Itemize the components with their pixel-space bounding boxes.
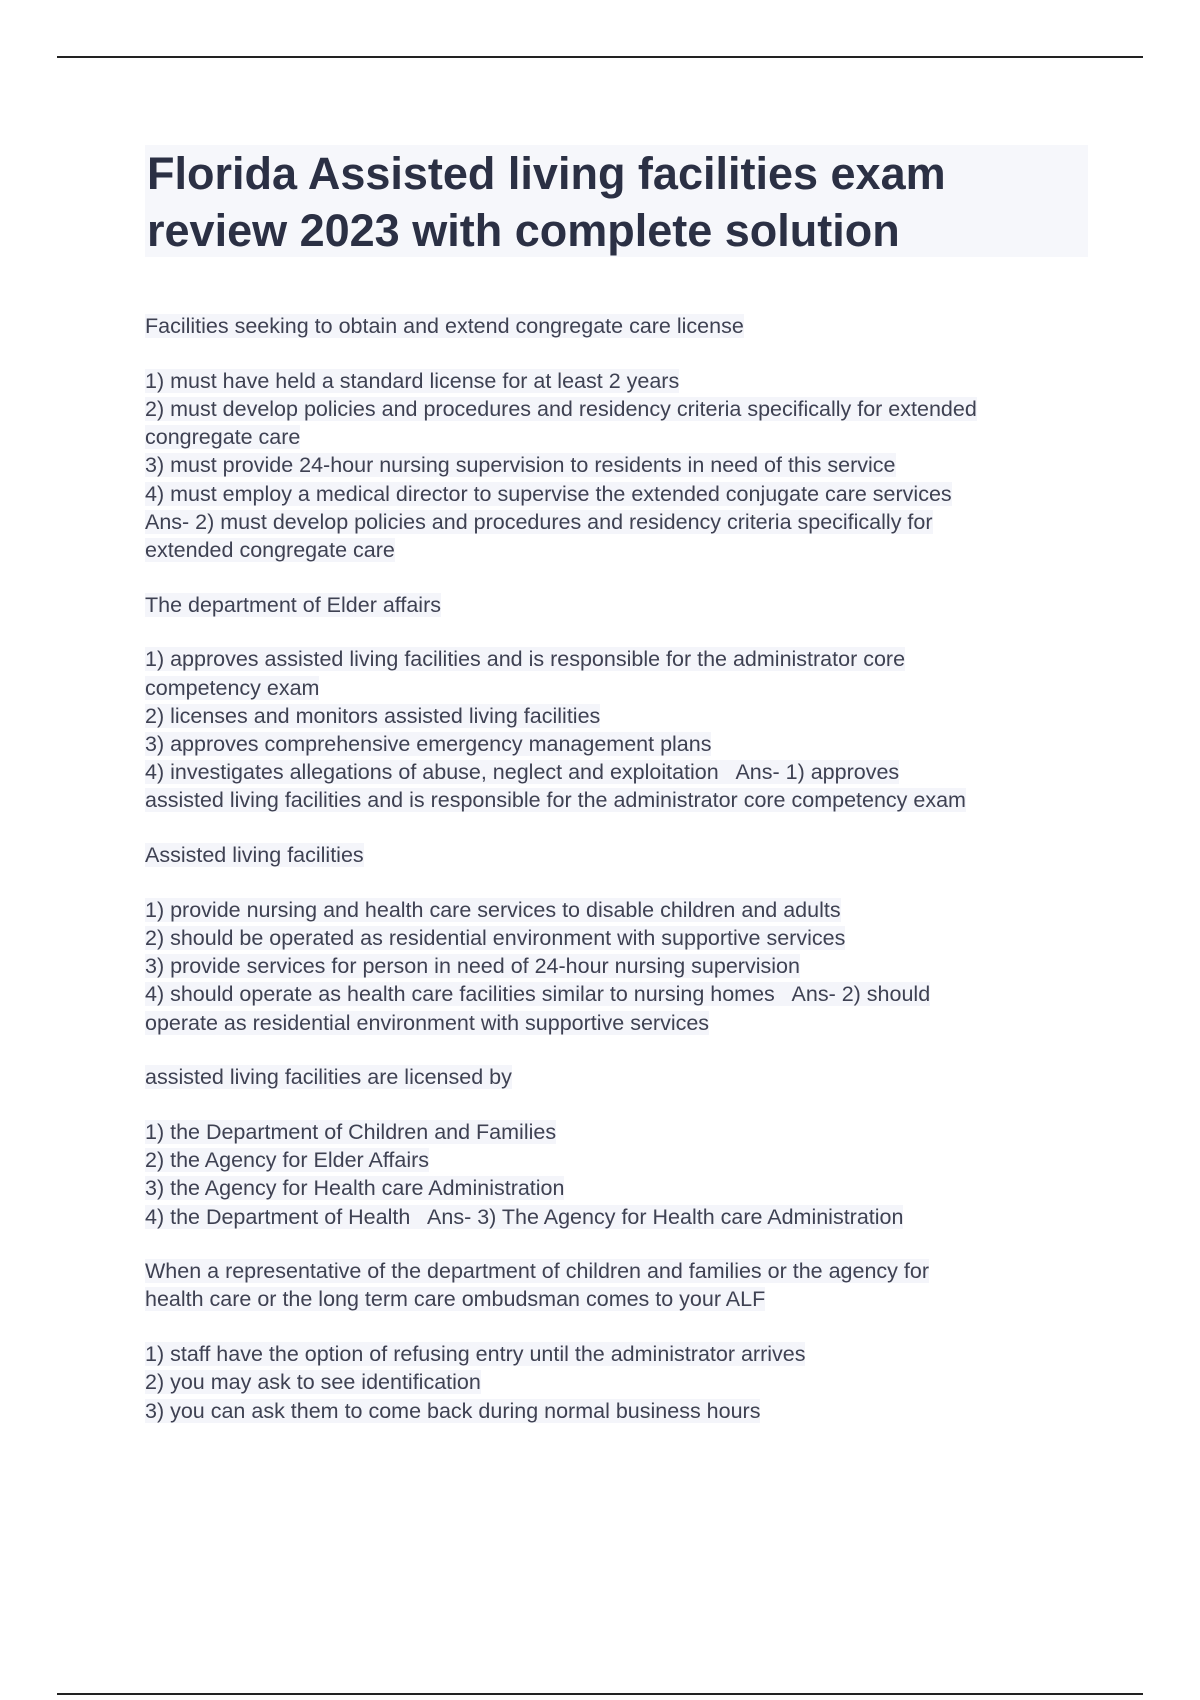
question-text: The department of Elder affairs <box>145 592 441 617</box>
option-line: 4) investigates allegations of abuse, neglect and exploitation Ans- 1) approves <box>145 760 900 785</box>
option-line: 2) licenses and monitors assisted living facilities <box>145 703 601 728</box>
option-line: congregate care <box>145 425 301 450</box>
bottom-rule <box>57 1693 1143 1695</box>
answer-line: Ans- 2) must develop policies and procedures and residency criteria specifically for <box>145 509 933 534</box>
title-line: review 2023 with complete solution <box>147 205 900 256</box>
option-line: 3) the Agency for Health care Administration <box>145 1176 565 1201</box>
option-line: competency exam <box>145 675 320 700</box>
question-block <box>145 841 1091 1037</box>
option-line: 3) must provide 24-hour nursing supervision to residents in need of this service <box>145 453 896 478</box>
option-line: 2) you may ask to see identification <box>145 1370 481 1395</box>
option-line: 3) approves comprehensive emergency management plans <box>145 731 712 756</box>
top-rule <box>57 56 1143 58</box>
option-line: 1) staff have the option of refusing entry until the administrator arrives <box>145 1342 806 1367</box>
option-line: 2) must develop policies and procedures and residency criteria specifically for extended <box>145 396 977 421</box>
option-line: 1) approves assisted living facilities and is responsible for the administrator core <box>145 647 906 672</box>
title-block <box>145 145 1088 257</box>
option-line: 3) provide services for person in need of 24-hour nursing supervision <box>145 954 800 979</box>
answer-line: assisted living facilities and is responsible for the administrator core competency exam <box>145 788 966 813</box>
question-block <box>145 591 1091 815</box>
option-line: 1) must have held a standard license for at least 2 years <box>145 368 680 393</box>
question-text: assisted living facilities are licensed by <box>145 1065 512 1090</box>
title-line: Florida Assisted living facilities exam <box>147 148 946 199</box>
answer-line: extended congregate care <box>145 537 395 562</box>
option-line: 2) the Agency for Elder Affairs <box>145 1148 430 1173</box>
option-line: 3) you can ask them to come back during normal business hours <box>145 1398 761 1423</box>
answer-line: operate as residential environment with supportive services <box>145 1010 710 1035</box>
option-line: 1) provide nursing and health care services to disable children and adults <box>145 897 841 922</box>
question-block <box>145 1257 1091 1425</box>
question-text: Assisted living facilities <box>145 843 364 868</box>
option-line: 2) should be operated as residential environment with supportive services <box>145 925 846 950</box>
question-block <box>145 312 1091 564</box>
option-line: 4) should operate as health care facilities similar to nursing homes Ans- 2) should <box>145 982 931 1007</box>
question-text: Facilities seeking to obtain and extend congregate care license <box>145 314 744 338</box>
document-body <box>145 312 1091 1425</box>
option-line: 4) must employ a medical director to supervise the extended conjugate care services <box>145 481 952 506</box>
option-line: 1) the Department of Children and Families <box>145 1119 557 1144</box>
question-block <box>145 1063 1091 1231</box>
question-text: When a representative of the department of children and families or the agency for <box>145 1259 929 1284</box>
document-title <box>145 145 1088 259</box>
question-text: health care or the long term care ombudsman comes to your ALF <box>145 1287 766 1312</box>
answer-line: 4) the Department of Health Ans- 3) The Agency for Health care Administration <box>145 1204 904 1229</box>
